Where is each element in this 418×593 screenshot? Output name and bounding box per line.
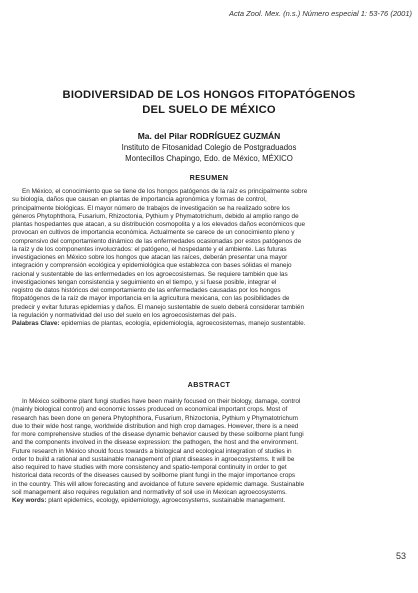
abstract-line: historical data records of the diseases caused by soilborne plant fungi in the major importance crops — [12, 472, 296, 480]
resumen-line: principalmente biológicas. El mayor número de trabajos de investigación se ha realizado sobre los — [12, 204, 290, 212]
abstract-line: Future research in México should focus towards a biological and ecological integration of studies in — [12, 447, 292, 455]
resumen-line: su biología, daños que causan en plantas de importancia agronómica y formas de control, — [12, 196, 267, 204]
author-name: Ma. del Pilar RODRÍGUEZ GUZMÁN — [137, 131, 281, 141]
abstract-line: for more comprehensive studies of the disease dynamic behavior caused by these soilborne plant fungi — [12, 431, 304, 438]
abstract-line: soil management also requires regulation and normativity of soil use in Mexican agroecosystems. — [12, 488, 287, 496]
affiliation-line-1: Instituto de Fitosanidad Colegio de Postgraduados — [121, 143, 297, 152]
abstract-line: in the country. This will allow forecasting and avoidance of future severe epidemic damage. Sustainable — [12, 480, 305, 488]
title-line-2: DEL SUELO DE MÉXICO — [142, 104, 276, 116]
abstract-keywords-text: plant epidemics, ecology, epidemiology, agroecosystems, sustainable management. — [48, 497, 286, 504]
resumen-line: fitopatógenos de la raíz de mayor importancia en la agricultura mexicana, con las posibilidades de — [12, 295, 290, 303]
resumen-heading: RESUMEN — [189, 173, 229, 182]
abstract-keywords-label: Key words: — [12, 497, 47, 504]
paper-title — [0, 88, 418, 118]
abstract-line: and the components involved in the disease expression: the pathogen, the host and the environment. — [12, 439, 298, 447]
resumen-line: racional y sustentable de las enfermedades en los agroecosistemas. Se requiere también que las — [12, 270, 288, 278]
resumen-keywords-text: epidemias de plantas, ecología, epidemiología, agroecosistemas, manejo sustentable. — [61, 320, 306, 327]
journal-citation: Acta Zool. Mex. (n.s.) Número especial 1: 53-76 (2001) — [229, 9, 412, 18]
resumen-body — [12, 188, 406, 328]
abstract-line: In México soilborne plant fungi studies have been mainly focused on their biology, damage, control — [22, 398, 301, 405]
resumen-line: géneros Phytophthora, Fusarium, Rhizoctonia, Pythium y Phymatotrichum, debido al amplio rango de — [12, 212, 299, 220]
abstract-line: also required to have studies with more consistency and spatio-temporal continuity in order to get — [12, 464, 287, 471]
title-line-1: BIODIVERSIDAD DE LOS HONGOS FITOPATÓGENOS — [62, 89, 356, 101]
abstract-line: research has been done on genera Phytophthora, Fusarium, Rhizoctonia, Pythium y Phymatotrichum — [12, 414, 298, 422]
abstract-keywords — [12, 497, 406, 505]
resumen-keywords — [12, 320, 406, 328]
affiliation-line-2: Montecillos Chapingo, Edo. de México, MÉXICO — [125, 154, 293, 163]
resumen-line: investigaciones en México sobre los hongos que atacan las raíces, deberán presentar una mayor — [12, 254, 288, 261]
abstract-line: due to their wide host range, worldwide distribution and high crop damages. However, there is a need — [12, 422, 299, 430]
resumen-line: investigaciones tengan consistencia y seguimiento en el tiempo, y si fuese posible, integrar el — [12, 278, 277, 286]
resumen-line: la raíz y de los componentes involucrados: el patógeno, el hospedante y el ambiente. Las futuras — [12, 245, 287, 253]
resumen-line: provocan en cultivos de importancia económica. Actualmente se carece de un conocimiento pleno y — [12, 229, 295, 237]
resumen-line: la regulación y normatividad del uso del suelo en los agroecosistemas del país. — [12, 311, 237, 319]
resumen-keywords-label: Palabras Clave: — [12, 320, 60, 327]
abstract-body — [12, 398, 406, 505]
resumen-line: predecir y evitar futuras epidemias y daños. El manejo sustentable de suelo deberá considerar también — [12, 303, 305, 311]
resumen-line: plantas hospedantes que atacan, a su distribución cosmopolita y a los elevados daños económicos que — [12, 221, 306, 228]
resumen-line: comprensivo del comportamiento dinámico de las enfermedades ocasionadas por estos patógenos de — [12, 237, 302, 245]
abstract-line: (mainly biological control) and economic losses produced on economical important crops. Most of — [12, 406, 288, 414]
resumen-line: integración y comprensión ecológica y epidemiológica que establezca con bases sólidas el manejo — [12, 262, 292, 270]
abstract-line: order to build a rational and sustainable management of plant diseases in agroecosystems. It will be — [12, 455, 295, 463]
abstract-heading: ABSTRACT — [187, 380, 231, 389]
resumen-line: En México, el conocimiento que se tiene de los hongos patógenos de la raíz es principalmente sobre — [22, 188, 308, 195]
affiliation — [0, 142, 418, 164]
resumen-line: registro de datos históricos del comportamiento de las enfermedades causadas por los hongos — [12, 287, 281, 294]
page-number: 53 — [395, 551, 406, 561]
